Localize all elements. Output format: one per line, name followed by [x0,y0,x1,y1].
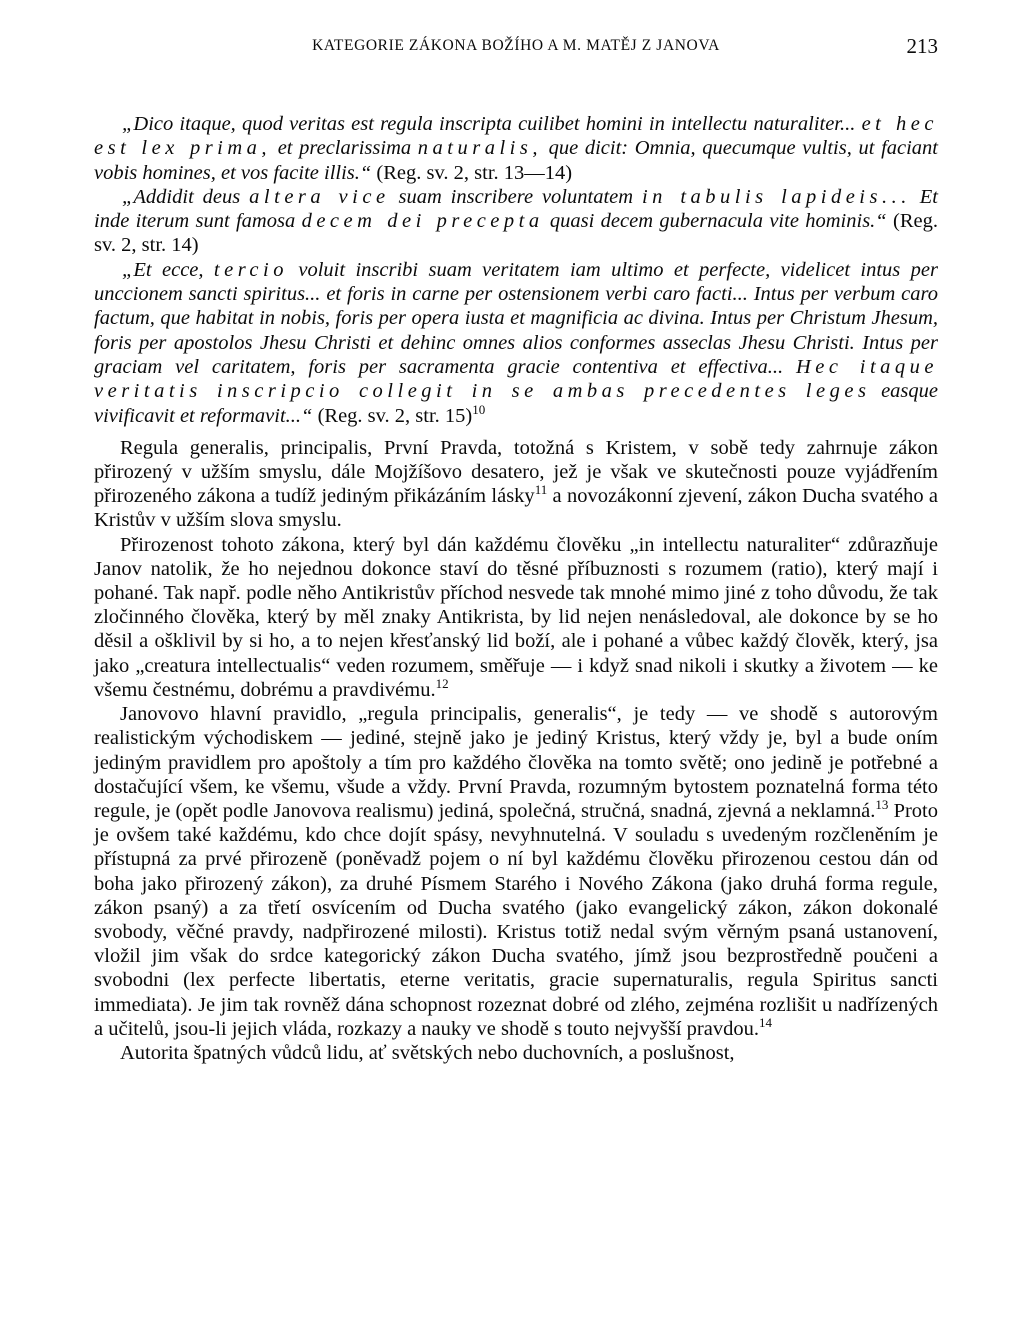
italic-run: voluit inscribi suam veritatem iam ultimo et perfecte, videlicet intus per unccionem sancti spiritus... et foris in carne per ostensionem verbi caro facti... Intus per verbum caro factum, que habitat in nobis, foris per opera iusta et magnificia ac divina. Intus per Christum Jhesum, foris per apostolos Jhesu Christi et dehinc omnes alios conformes asseclas Jhesu Christi. Intus per graciam vel caritatem, foris per sacramenta gracie contentiva et effectiva... [94,258,938,378]
page-text [94,112,938,1065]
text-run: (Reg. sv. 2, str. 13—14) [371,161,573,184]
spaced-run: Hec itaque veritatis inscripcio collegit in se ambas precedentes leges [94,355,938,403]
text-run: Regula generalis, principalis, První Pravda, totožná s Kristem, v sobě tedy zahrnuje zákon přirozený v užším smyslu, dále Mojžíšovo desatero, jež je však ve skutečnosti pouze vyjádřením přirozeného zákona a tudíž jediným přikázáním lásky [94,436,938,508]
running-title: KATEGORIE ZÁKONA BOŽÍHO A M. MATĚJ Z JANOVA [312,37,720,54]
quote-paragraph [94,258,938,428]
italic-run: suam inscribere voluntatem [389,185,642,208]
italic-run: quasi decem gubernacula vite hominis.“ [543,210,887,233]
page-number: 213 [906,34,938,58]
text-run: (Reg. sv. 2, str. 15) [312,404,473,427]
text-run: (Reg. sv. 2, str. 14) [94,210,939,257]
footnote-ref: 12 [435,675,449,691]
italic-run: Et inde iterum sunt famosa [94,185,938,233]
italic-run: „Et ecce, [122,258,214,281]
italic-run: que dicit: Omnia, quecumque vultis, ut faciant vobis homines, et vos facite illis.“ [94,137,938,184]
italic-run: easque vivificavit et reformavit...“ [94,380,938,427]
spaced-run: altera vice [249,185,390,208]
text-run: Autorita špatných vůdců lidu, ať světských nebo duchovních, a poslušnost, [120,1041,735,1064]
italic-run: „Dico itaque, quod veritas est regula inscripta cuilibet homini in intellectu naturaliter... [122,113,862,135]
italic-run: et preclarissima [271,137,418,160]
footnote-ref: 13 [875,796,889,812]
body-paragraph [94,436,938,533]
text-run: a novozákonní zjevení, zákon Ducha svatého a Kristův v užším slova smyslu. [94,485,938,532]
footnote-ref: 14 [758,1014,772,1030]
text-run: Proto je ovšem také každému, kdo chce dojít spásy, nevyhnutelná. V souladu s uvedeným rozčleněním je přístupná za prvé přirozeně (poněvadž pojem o ní byl každému člověku přirozenou cestou dán od boha jako přirozený zákon), za druhé Písmem Starého i Nového Zákona (jako druhá forma regule, zákon psaný) a za třetí osvícením od Ducha svatého (jako evangelický zákon, zákon dokonalé svobody, věčné pravdy, nadpřirozené milosti). Kristus totiž nedal svým věrným psaná ustanovení, vložil jim však do srdce kategorický zákon Ducha svatého, jímž jsou bezprostředně poučeni a svobodni (lex perfecte libertatis, eterne veritatis, gracie supernaturalis, regula Spiritus sancti immediata). Je jim tak rovněž dána schopnost rozeznat dobré od zlého, zejména rozlišit u nadřízených a učitelů, jsou-li jejich vláda, rozkazy a nauky ve shodě s touto nejvyšší pravdou. [94,799,938,1040]
spaced-run: decem dei precepta [301,210,544,233]
italic-run: „Addidit deus [122,185,250,208]
footnote-ref: 10 [472,401,486,417]
quote-paragraph [94,185,938,258]
footnote-ref: 11 [534,482,548,498]
body-paragraph [94,1041,938,1065]
text-run: Přirozenost tohoto zákona, který byl dán každému člověku „in intellectu naturaliter“ zdůrazňuje Janov natolik, že ho nejednou dokonce staví do těsné příbuznosti s rozumem (ratio), který mají i pohané. Tak např. podle něho Antikristův příchod nesvede tak mnohé mimo jiné z toho důvodu, že tak zločinného člověka, který by měl znaky Antikrista, by lid nejen nenásledoval, ale dokonce by se ho děsil a ošklivil by si ho, a to nejen křesťanský lid boží, ale i pohané a vůbec každý člověk, který, jsa jako „creatura intellectualis“ veden rozumem, směřuje — i když snad nikoli i skutky a životem — ke všemu čestnému, dobrému a pravdivému. [94,533,938,701]
spaced-run: tercio [213,258,288,281]
body-paragraph [94,702,938,1041]
latin-quotations [94,112,938,428]
text-run: Janovovo hlavní pravidlo, „regula principalis, generalis“, je tedy — ve shodě s autorovým realistickým východiskem — jediné, stejně jako je jediný Kristus, který vždy je, byl a bude oním jediným pravidlem pro apoštoly a tím pro každého člověka na tomto světě; ono jedině je potřebné a dostačující všem, ke všemu, všude a vždy. První Pravda, rozumným bytostem poznatelná forma této regule, je (opět podle Janovova realismu) jediná, společná, stručná, snadná, zjevná a neklamná. [94,703,938,822]
body-paragraph [94,533,938,702]
spaced-run: in tabulis lapideis... [641,185,911,208]
spaced-run: et hec est lex prima, [94,113,938,160]
quote-paragraph [94,112,938,185]
spaced-run: naturalis, [417,137,542,160]
running-head [94,36,938,70]
